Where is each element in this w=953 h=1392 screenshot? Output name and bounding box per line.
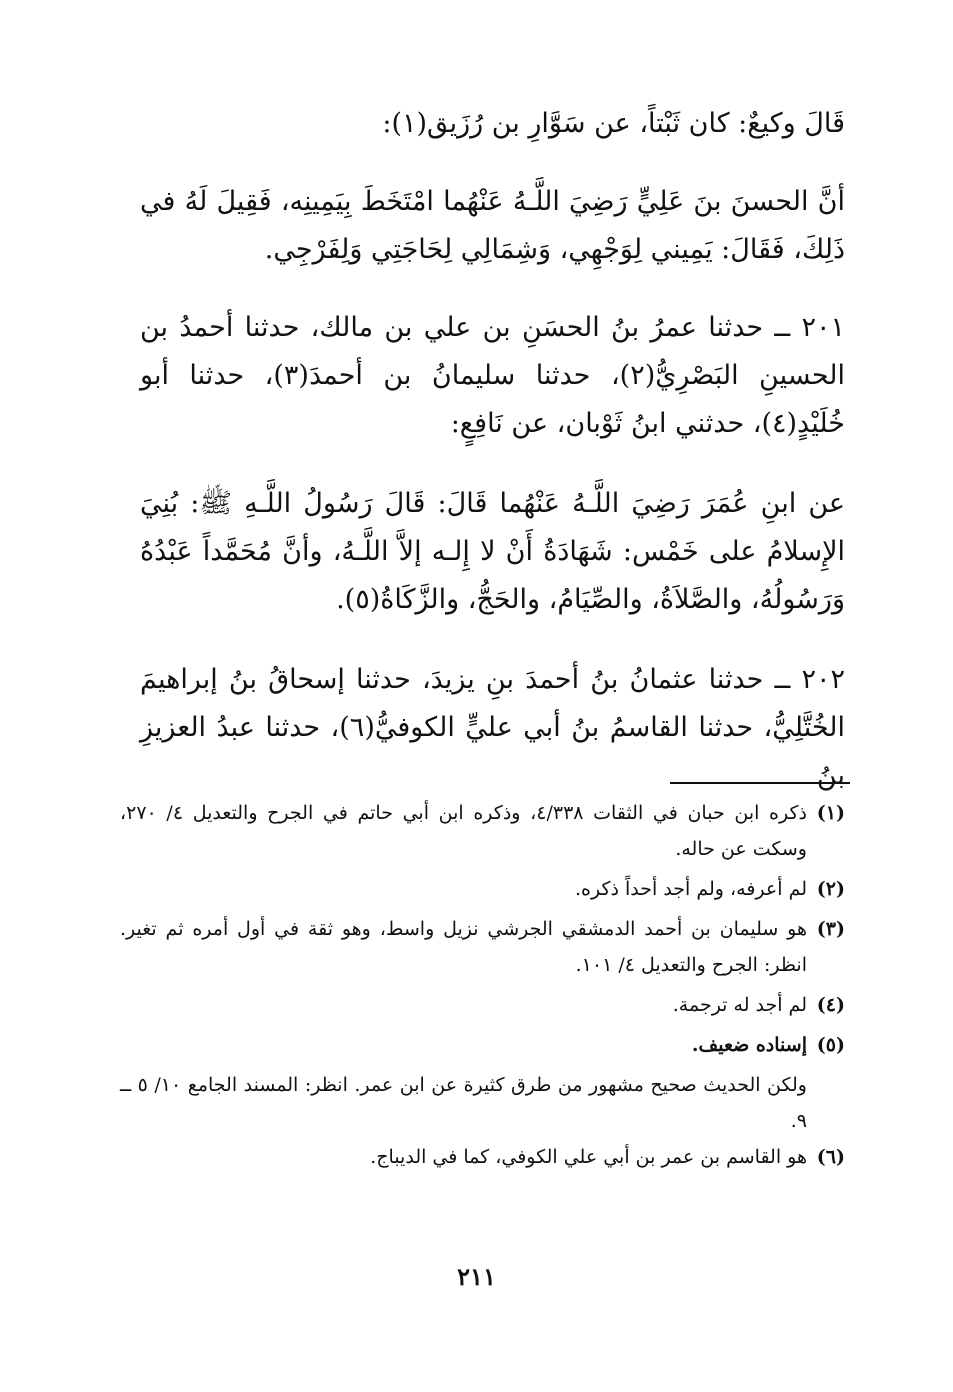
isnad-202: ٢٠٢ ــ حدثنا عثمانُ بنُ أحمدَ بنِ يزيدَ، حدثنا إسحاقُ بنُ إبراهيمَ الخُتَّلِيُّ، حدثنا القاسمُ بنُ أبي عليٍّ الكوفيُّ(٦)، حدثنا عبدُ العزيزِ بنُ [140,664,845,791]
isnad-201: ٢٠١ ــ حدثنا عمرُ بنُ الحسَنِ بن علي بن مالك، حدثنا أحمدُ بن الحسينِ البَصْرِيُّ(٢)، حدثنا سليمانُ بن أحمدَ(٣)، حدثنا أبو خُلَيْدٍ(٤)، حدثني ابنُ ثَوْبان، عن نَافِعٍ: [140,312,845,439]
spacer [140,148,845,178]
footnote-separator [670,782,850,784]
spacer [140,274,845,304]
footnote-text: لم أجد له ترجمة. [672,994,807,1016]
footnote-number: (٥) [816,1034,845,1056]
footnote-4 [120,987,845,1023]
footnote-3 [120,911,845,983]
footnote-number: (٣) [816,918,845,940]
footnote-number: (١) [816,802,845,824]
footnote-1 [120,795,845,867]
main-text [140,100,845,800]
spacer [140,624,845,656]
footnote-text: هو القاسم بن عمر بن أبي علي الكوفي، كما في الديباج. [370,1146,807,1168]
footnote-5 [120,1027,845,1063]
hadith-201-text: عن ابنِ عُمَرَ رَضِيَ اللَّـهُ عَنْهُما قَالَ: قَالَ رَسُولُ اللَّـهِ ﷺ: بُنِيَ الإِسلامُ على خَمْس: شَهَادَةُ أَنْ لا إِلـه إلاَّ اللَّـهُ، وأنَّ مُحَمَّداً عَبْدُهُ وَرَسُولُهُ، والصَّلاَةُ، والصِّيَامُ، والحَجُّ، والزَّكَاةُ(٥). [140,488,845,615]
page-number: ٢١١ [457,1262,496,1291]
spacer [140,448,845,480]
footnote-number: (٦) [816,1146,845,1168]
narration-line: قَالَ وكيعٌ: كان ثَبْتاً، عن سَوَّارِ بن رُزَيق(١): [382,108,845,139]
footnote-text: ذكره ابن حبان في الثقات ٤/٣٣٨، وذكره ابن أبي حاتم في الجرح والتعديل ٤/ ٢٧٠، وسكت عن حاله. [120,802,807,860]
footnote-number: (٤) [816,994,845,1016]
footnote-text: إسناده ضعيف. [691,1034,807,1056]
footnote-text: لم أعرفه، ولم أجد أحداً ذكره. [575,878,807,900]
hadith-text: أنَّ الحسنَ بنَ عَلِيٍّ رَضِيَ اللَّـهُ عَنْهُما امْتَخَطَ بِيَمِينِه، فَقِيلَ لَهُ في ذَلِكَ، فَقَالَ: يَمِيني لِوَجْهِي، وَشِمَالِي لِحَاجَتِي وَلِفَرْجِي. [140,186,845,265]
footnote-text: هو سليمان بن أحمد الدمشقي الجرشي نزيل واسط، وهو ثقة في أول أمره ثم تغير. انظر: الجرح والتعديل ٤/ ١٠١. [120,918,807,976]
footnote-6 [120,1139,845,1175]
footnote-5-continuation: ولكن الحديث صحيح مشهور من طرق كثيرة عن ابن عمر. انظر: المسند الجامع ١٠/ ٥ ــ ٩. [120,1074,807,1132]
footnotes [120,795,845,1179]
footnote-number: (٢) [816,878,845,900]
footnote-2 [120,871,845,907]
